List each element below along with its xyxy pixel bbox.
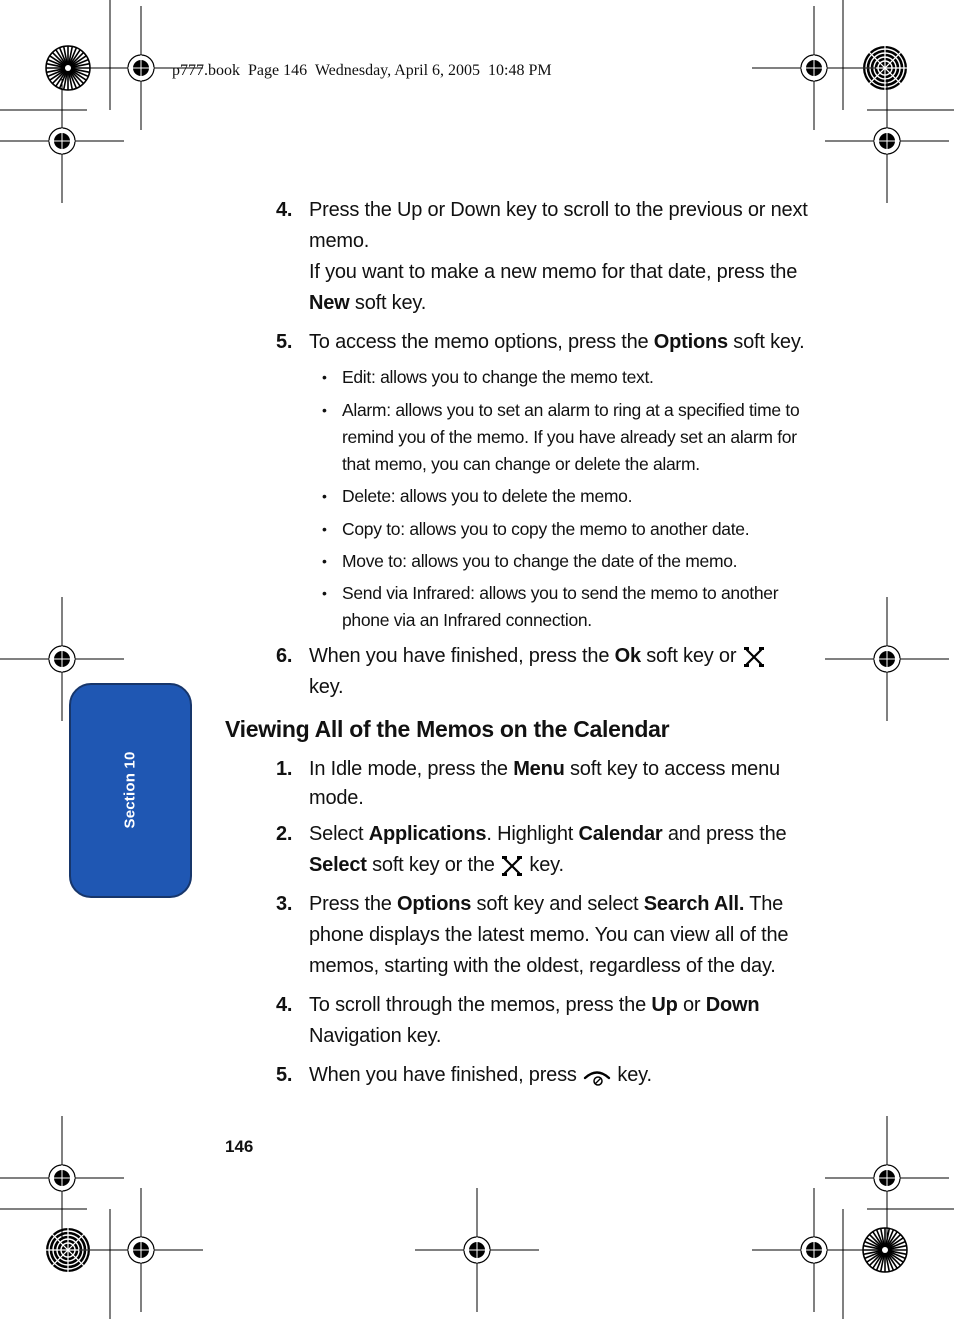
step-text: Press the Up or Down key to scroll to the previous or next memo. [309,199,808,252]
bullet-item: • Copy to: allows you to copy the memo to another date. [322,519,750,539]
step-number: 4. [276,994,293,1016]
bullet-item: • Edit: allows you to change the memo text. [322,367,654,387]
list-item [276,889,809,982]
step-text: Select Applications. Highlight Calendar and press the Select soft key or the key. [309,823,787,876]
step-text: In Idle mode, press the Menu soft key to access menu mode. [309,758,780,809]
end-key-icon [582,1065,612,1087]
list-item [276,990,809,1052]
list-item [276,641,809,703]
list-item [276,819,809,881]
print-header: p777.book Page 146 Wednesday, April 6, 2005 10:48 PM [172,62,552,79]
step-number: 5. [276,1064,293,1086]
ok-key-icon [500,855,524,877]
page-number: 146 [225,1137,254,1156]
list-item [276,755,809,813]
step-number: 4. [276,199,293,221]
step-text: If you want to make a new memo for that date, press the New soft key. [309,261,798,314]
ok-key-icon [742,646,766,668]
bullet-item: • Send via Infrared: allows you to send the memo to another phone via an Infrared connection. [322,583,779,630]
step-number: 1. [276,758,293,780]
step-text: Press the Options soft key and select Search All. The phone displays the latest memo. You can view all of the memos, starting with the oldest, regardless of the day. [309,893,789,977]
list-item [276,195,809,319]
step-text: To scroll through the memos, press the Up or Down Navigation key. [309,994,760,1047]
bullet-item: • Move to: allows you to change the date of the memo. [322,551,738,571]
step-number: 5. [276,331,293,353]
list-item [276,327,809,358]
bullet-item: • Alarm: allows you to set an alarm to ring at a specified time to remind you of the memo. If you have already set an alarm for that memo, you can change or delete the alarm. [322,400,800,474]
section-heading: Viewing All of the Memos on the Calendar [225,716,670,742]
step-text: When you have finished, press key. [309,1064,652,1086]
step-number: 2. [276,823,293,845]
step-text: When you have finished, press the Ok soft key or key. [309,641,809,703]
list-item [276,1060,809,1091]
section-tab-label: Section 10 [121,751,139,829]
bullet-item: • Delete: allows you to delete the memo. [322,486,633,506]
step-number: 6. [276,645,293,667]
step-number: 3. [276,893,293,915]
step-text: To access the memo options, press the Options soft key. [309,331,805,353]
